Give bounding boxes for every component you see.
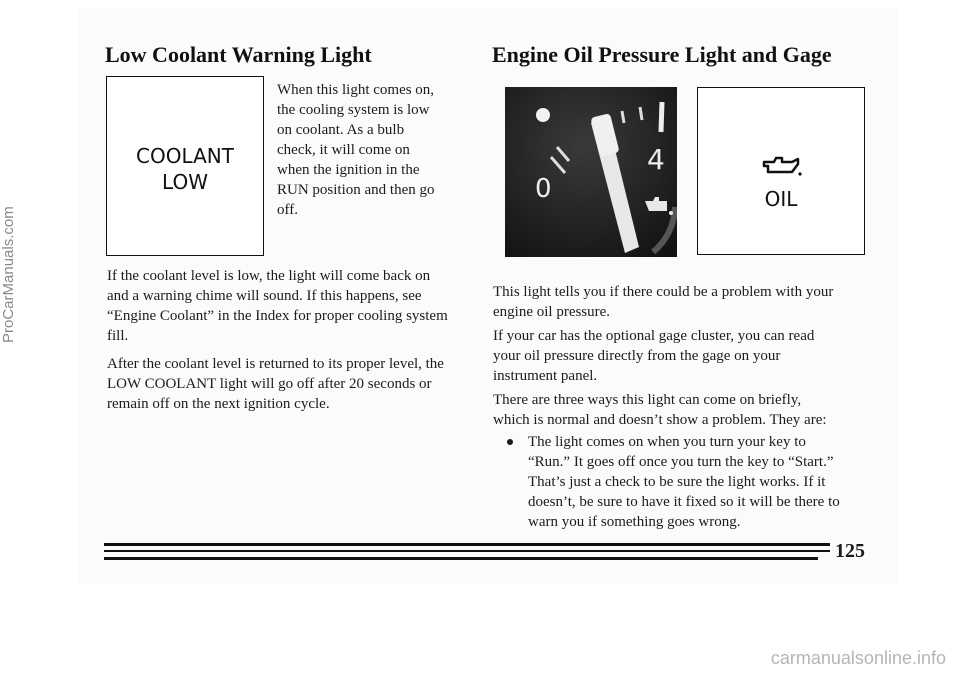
coolant-side-text: When this light comes on, the cooling system is low on coolant. As a bulb check, it will come on when the ignition in the RUN position and then go off.	[277, 82, 435, 218]
gauge-graphic	[505, 87, 677, 257]
bullet-text: The light comes on when you turn your key to “Run.” It goes off once you turn the key to “Start.” That’s just a check to be sure the light works. If it doesn’t, be sure to have it fixed so it will be there to warn you if something goes wrong.	[528, 434, 840, 530]
gauge-tick-1	[622, 111, 624, 123]
oil-paragraph-1: This light tells you if there could be a problem with your engine oil pressure.	[493, 284, 834, 320]
oil-bullet-item	[510, 432, 890, 532]
gauge-tick-major	[661, 102, 662, 132]
footer-rule-bottom	[104, 557, 818, 560]
footer-rule-top	[104, 543, 830, 546]
gauge-label-zero: 0	[535, 174, 552, 204]
coolant-heading: Low Coolant Warning Light	[105, 42, 372, 67]
page-number: 125	[835, 540, 865, 562]
oil-indicator-box	[697, 87, 865, 255]
oil-heading: Engine Oil Pressure Light and Gage	[492, 42, 832, 67]
watermark-left: ProCarManuals.com	[0, 206, 17, 344]
coolant-paragraph-1: If the coolant level is low, the light will come back on and a warning chime will sound. If this happens, see “Engine Coolant” in the Index for proper cooling system fill.	[107, 268, 448, 344]
gauge-tick-2	[640, 107, 642, 120]
bullet-dot-icon	[507, 439, 513, 445]
oil-paragraph-3: There are three ways this light can come on briefly, which is normal and doesn’t show a problem. They are:	[493, 392, 827, 428]
oil-pressure-gauge	[505, 87, 677, 257]
coolant-label-line2: LOW	[162, 170, 208, 194]
coolant-paragraph-2: After the coolant level is returned to its proper level, the LOW COOLANT light will go off after 20 seconds or remain off on the next ignition cycle.	[107, 356, 444, 412]
oil-paragraph-2: If your car has the optional gage cluster, you can read your oil pressure directly from the gage on your instrument panel.	[493, 328, 815, 384]
oil-can-icon	[762, 156, 802, 178]
coolant-label-line1: COOLANT	[136, 144, 234, 168]
footer-rule-middle	[104, 550, 830, 552]
gauge-label-four: 4	[647, 143, 665, 176]
watermark-bottom: carmanualsonline.info	[770, 648, 946, 668]
coolant-indicator-box	[106, 76, 264, 256]
oil-label: OIL	[764, 187, 798, 211]
gauge-pivot-dot	[536, 108, 550, 122]
